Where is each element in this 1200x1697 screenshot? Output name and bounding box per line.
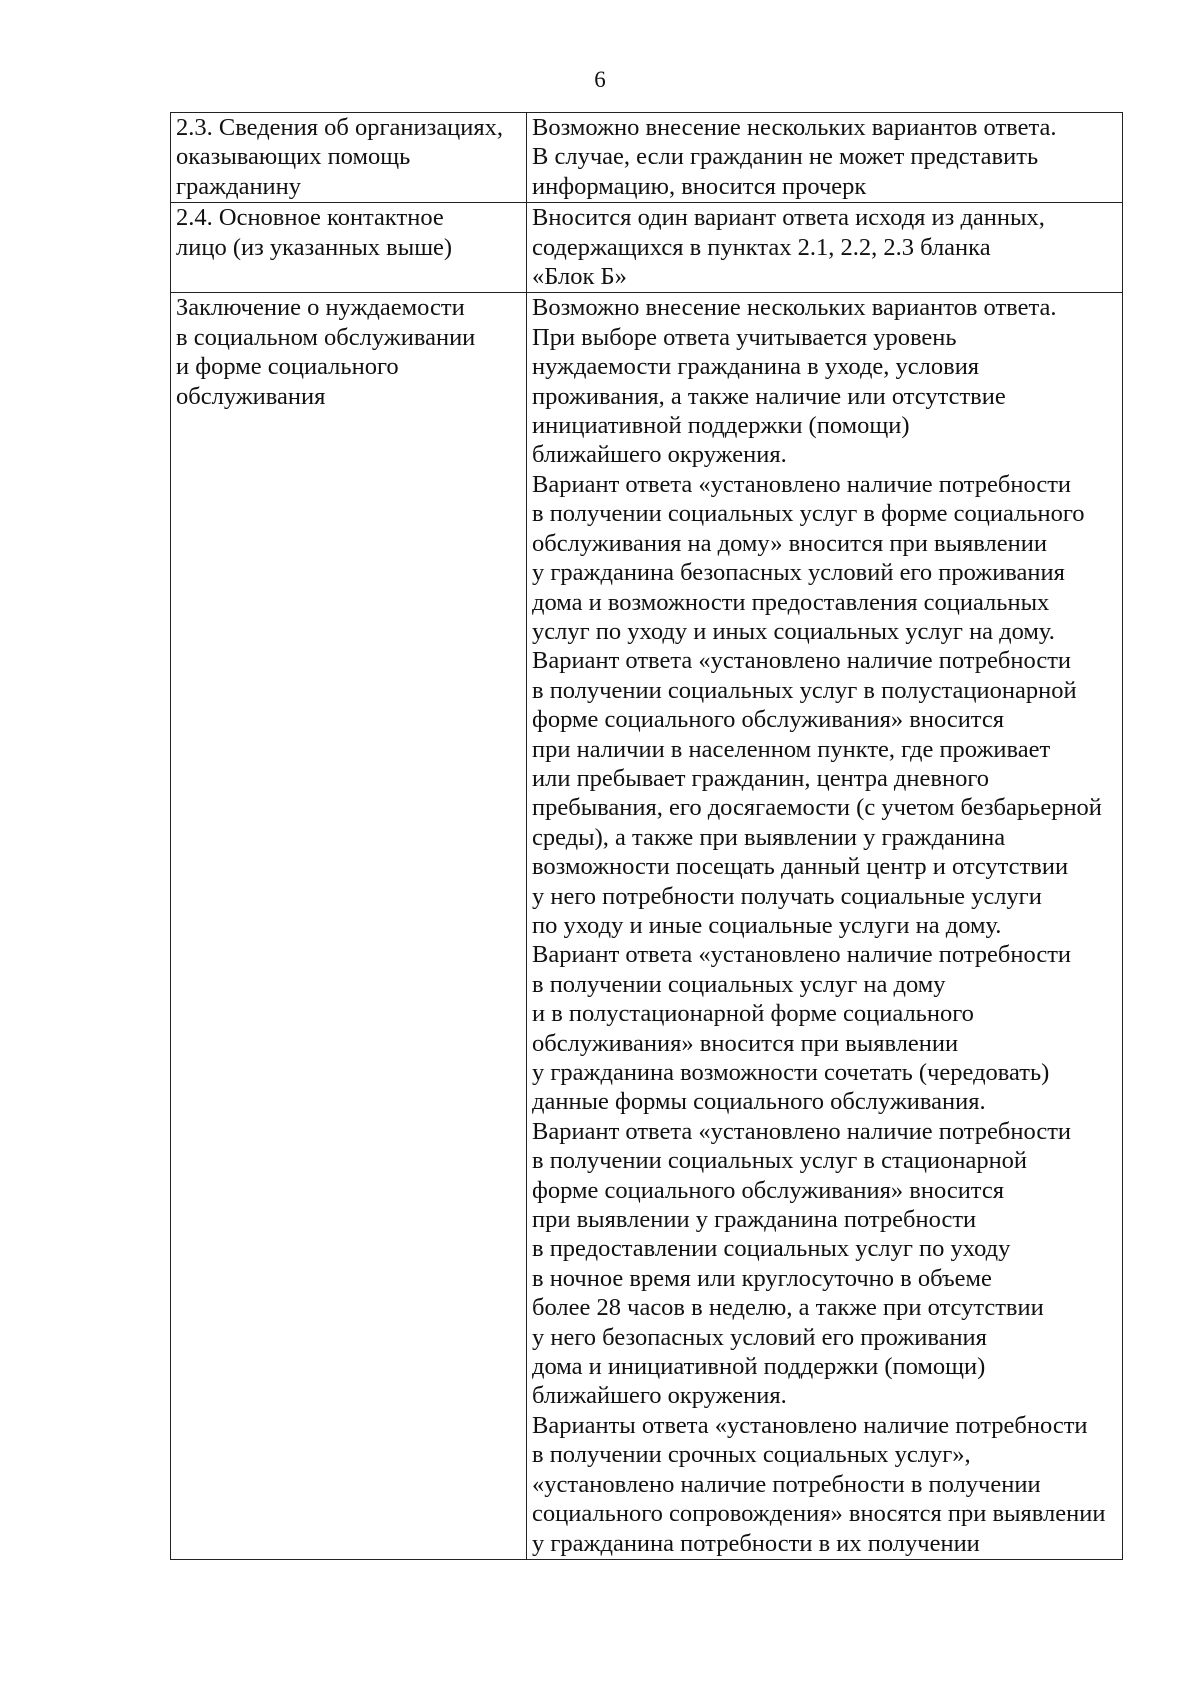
- field-name-line: 2.3. Сведения об организациях,: [176, 114, 504, 141]
- instruction-line: у гражданина потребности в их получении: [532, 1529, 980, 1557]
- instruction-line: информацию, вносится прочерк: [532, 172, 867, 200]
- instruction-line: у гражданина безопасных условий его проживания: [532, 559, 1065, 587]
- instruction-line: форме социального обслуживания» вносится: [532, 1176, 1004, 1204]
- instruction-line: в получении социальных услуг на дому: [532, 970, 946, 998]
- instruction-line: пребывания, его досягаемости (с учетом безбарьерной: [532, 794, 1102, 822]
- instruction-line: «установлено наличие потребности в получении: [532, 1470, 1041, 1498]
- instruction-line: среды), а также при выявлении у гражданина: [532, 823, 1006, 851]
- instruction-line: данные формы социального обслуживания.: [532, 1088, 986, 1116]
- instruction-line: или пребывает гражданин, центра дневного: [532, 764, 990, 792]
- instruction-line: у гражданина возможности сочетать (чередовать): [532, 1059, 1050, 1086]
- instruction-cell: [527, 293, 1123, 1559]
- field-name-cell: [171, 113, 527, 203]
- instruction-line: форме социального обслуживания» вносится: [532, 706, 1004, 734]
- instruction-line: в получении социальных услуг в стационарной: [532, 1147, 1028, 1175]
- field-name-cell: [171, 293, 527, 1559]
- instruction-line: Варианты ответа «установлено наличие потребности: [532, 1411, 1088, 1439]
- field-name-cell: [171, 203, 527, 293]
- instruction-line: ближайшего окружения.: [532, 441, 787, 469]
- instruction-cell: [527, 113, 1123, 203]
- instruction-line: обслуживания» вносится при выявлении: [532, 1029, 959, 1057]
- instruction-line: в предоставлении социальных услуг по уходу: [532, 1235, 1011, 1263]
- instruction-line: по уходу и иные социальные услуги на дому.: [532, 911, 1002, 939]
- field-name-line: Заключение о нуждаемости: [176, 294, 465, 322]
- instruction-line: Вариант ответа «установлено наличие потребности: [532, 1117, 1072, 1145]
- instruction-line: Вариант ответа «установлено наличие потребности: [532, 647, 1072, 675]
- instruction-line: дома и инициативной поддержки (помощи): [532, 1353, 986, 1381]
- instruction-line: в получении социальных услуг в форме социального: [532, 500, 1085, 528]
- instruction-line: у него потребности получать социальные услуги: [532, 882, 1042, 910]
- instruction-line: при выявлении у гражданина потребности: [532, 1206, 977, 1234]
- instruction-line: инициативной поддержки (помощи): [532, 412, 910, 440]
- instruction-line: Возможно внесение нескольких вариантов ответа.: [532, 294, 1057, 322]
- instruction-line: дома и возможности предоставления социальных: [532, 588, 1050, 616]
- instruction-line: возможности посещать данный центр и отсутствии: [532, 853, 1069, 881]
- page-number: 6: [594, 67, 606, 92]
- field-name-line: в социальном обслуживании: [176, 323, 476, 351]
- field-name-line: 2.4. Основное контактное: [176, 204, 444, 232]
- instruction-line: при наличии в населенном пункте, где проживает: [532, 735, 1051, 763]
- instruction-line: «Блок Б»: [532, 263, 627, 291]
- instructions-table: [170, 112, 1123, 1560]
- field-name-line: обслуживания: [176, 382, 326, 410]
- table-row: [171, 293, 1123, 1559]
- instruction-line: Вариант ответа «установлено наличие потребности: [532, 941, 1072, 969]
- instruction-line: в получении социальных услуг в полустационарной: [532, 676, 1077, 704]
- instruction-line: и в полустационарной форме социального: [532, 1000, 974, 1028]
- instruction-line: Вариант ответа «установлено наличие потребности: [532, 470, 1072, 498]
- field-name-line: и форме социального: [176, 353, 399, 381]
- instruction-line: В случае, если гражданин не может представить: [532, 143, 1039, 171]
- instruction-line: обслуживания на дому» вносится при выявлении: [532, 529, 1047, 557]
- instruction-line: ближайшего окружения.: [532, 1382, 787, 1410]
- instruction-line: услуг по уходу и иных социальных услуг на дому.: [532, 617, 1055, 645]
- table-row: [171, 203, 1123, 293]
- field-name-line: оказывающих помощь: [176, 143, 411, 171]
- instruction-line: проживания, а также наличие или отсутствие: [532, 382, 1006, 410]
- instruction-line: у него безопасных условий его проживания: [532, 1323, 987, 1351]
- instruction-line: в ночное время или круглосуточно в объеме: [532, 1264, 992, 1292]
- instruction-line: нуждаемости гражданина в уходе, условия: [532, 353, 980, 381]
- field-name-line: лицо (из указанных выше): [176, 233, 453, 261]
- instruction-line: Вносится один вариант ответа исходя из данных,: [532, 204, 1045, 232]
- instruction-line: При выборе ответа учитывается уровень: [532, 323, 957, 351]
- table-row: [171, 113, 1123, 203]
- field-name-line: гражданину: [176, 172, 302, 200]
- instruction-line: более 28 часов в неделю, а также при отсутствии: [532, 1294, 1044, 1322]
- instruction-line: содержащихся в пунктах 2.1, 2.2, 2.3 бланка: [532, 233, 991, 261]
- instruction-line: социального сопровождения» вносятся при выявлении: [532, 1500, 1106, 1528]
- table-body: [171, 113, 1123, 1560]
- instruction-line: в получении срочных социальных услуг»,: [532, 1441, 971, 1469]
- instruction-line: Возможно внесение нескольких вариантов ответа.: [532, 114, 1057, 141]
- instruction-cell: [527, 203, 1123, 293]
